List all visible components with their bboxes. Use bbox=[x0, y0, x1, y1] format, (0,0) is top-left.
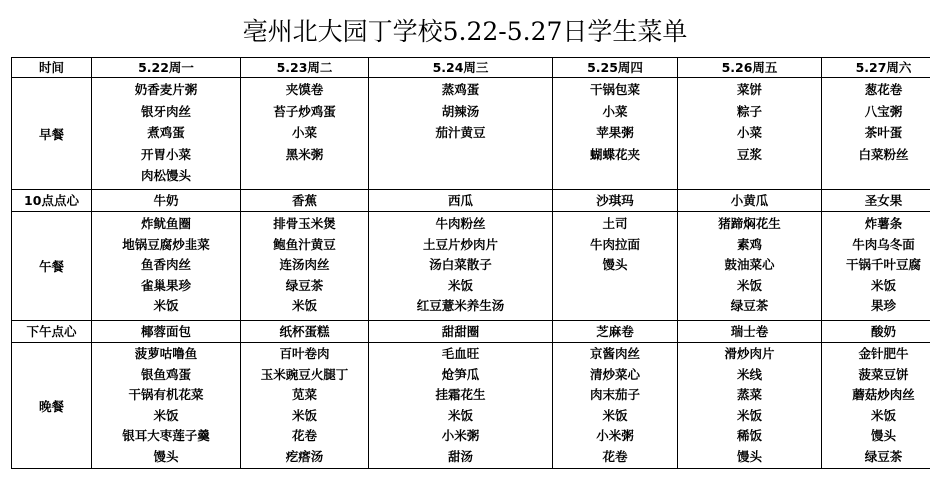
dish-item: 玉米豌豆火腿丁 bbox=[260, 366, 349, 382]
meal-cell bbox=[822, 343, 930, 469]
snack-cell: 西瓜 bbox=[369, 190, 553, 212]
dish-item: 菠菜豆饼 bbox=[858, 366, 909, 382]
dish-item: 米饭 bbox=[870, 407, 896, 423]
dish-item: 炸薯条 bbox=[864, 216, 903, 231]
lunch-row bbox=[12, 212, 930, 321]
meal-label: 早餐 bbox=[12, 78, 92, 190]
day-header: 5.24周三 bbox=[369, 58, 553, 78]
dish-item: 雀巢果珍 bbox=[140, 277, 191, 293]
dish-item: 银耳大枣莲子羹 bbox=[122, 428, 210, 444]
dish-item: 炸鱿鱼圈 bbox=[140, 216, 191, 231]
dish-item: 小米粥 bbox=[441, 428, 480, 444]
dish-item: 土豆片炒肉片 bbox=[422, 236, 498, 252]
meal-cell bbox=[92, 343, 241, 469]
dish-item: 地锅豆腐炒韭菜 bbox=[122, 236, 210, 252]
dish-item: 果珍 bbox=[870, 298, 896, 313]
meal-label: 下午点心 bbox=[12, 321, 92, 343]
snack-cell: 甜甜圈 bbox=[369, 321, 553, 343]
dish-item: 米饭 bbox=[736, 407, 762, 423]
dish-item: 银牙肉丝 bbox=[140, 103, 191, 119]
dish-item: 米饭 bbox=[153, 407, 179, 423]
dish-item: 炝笋瓜 bbox=[441, 366, 480, 382]
dish-item: 蘑菇炒肉丝 bbox=[852, 387, 915, 403]
meal-label: 午餐 bbox=[12, 212, 92, 321]
snack-cell: 芝麻卷 bbox=[553, 321, 678, 343]
breakfast-row bbox=[12, 78, 930, 190]
dish-item: 绿豆茶 bbox=[864, 448, 903, 464]
snack-cell: 椰蓉面包 bbox=[92, 321, 241, 343]
dish-item: 小菜 bbox=[291, 125, 317, 140]
dish-item: 绿豆茶 bbox=[730, 298, 769, 313]
dish-item: 绿豆茶 bbox=[285, 277, 324, 293]
page-title: 亳州北大园丁学校5.22-5.27日学生菜单 bbox=[242, 17, 688, 46]
dish-item: 胡辣汤 bbox=[441, 103, 480, 119]
dish-item: 银鱼鸡蛋 bbox=[140, 366, 191, 382]
dish-item: 排骨玉米煲 bbox=[273, 216, 336, 231]
meal-cell bbox=[241, 343, 369, 469]
day-header: 5.25周四 bbox=[553, 58, 678, 78]
dish-item: 京酱肉丝 bbox=[589, 346, 640, 361]
dish-item: 毛血旺 bbox=[441, 346, 480, 361]
meal-cell bbox=[369, 212, 553, 321]
dish-item: 菜饼 bbox=[736, 82, 762, 97]
time-header: 时间 bbox=[12, 58, 92, 78]
dish-item: 稀饭 bbox=[736, 428, 762, 444]
meal-label: 晚餐 bbox=[12, 343, 92, 469]
meal-cell bbox=[553, 212, 678, 321]
dish-item: 苋菜 bbox=[291, 387, 317, 403]
dish-item: 牛肉乌冬面 bbox=[852, 236, 915, 252]
dish-item: 小菜 bbox=[602, 103, 628, 119]
dish-item: 茶叶蛋 bbox=[864, 125, 903, 140]
dish-item: 干锅包菜 bbox=[589, 82, 640, 97]
day-header: 5.26周五 bbox=[678, 58, 822, 78]
dish-item: 滑炒肉片 bbox=[724, 346, 775, 361]
day-header: 5.23周二 bbox=[241, 58, 369, 78]
afternoon-snack-row bbox=[12, 321, 930, 343]
meal-cell bbox=[553, 78, 678, 190]
header-row bbox=[12, 58, 930, 78]
dish-item: 米饭 bbox=[870, 277, 896, 293]
snack-cell: 酸奶 bbox=[822, 321, 930, 343]
dish-item: 馒头 bbox=[736, 448, 762, 464]
dish-item: 米饭 bbox=[447, 407, 473, 423]
snack-cell: 沙琪玛 bbox=[553, 190, 678, 212]
dish-item: 花卷 bbox=[602, 448, 628, 464]
dish-item: 牛肉粉丝 bbox=[435, 216, 486, 231]
dish-item: 米饭 bbox=[291, 298, 317, 313]
snack-cell: 牛奶 bbox=[92, 190, 241, 212]
dish-item: 茄汁黄豆 bbox=[435, 125, 486, 140]
dish-item: 挂霜花生 bbox=[435, 387, 486, 403]
dish-item: 干锅千叶豆腐 bbox=[845, 257, 921, 272]
meal-cell bbox=[678, 343, 822, 469]
dish-item: 米饭 bbox=[291, 407, 317, 423]
dish-item: 猪蹄焖花生 bbox=[718, 216, 781, 231]
menu-table bbox=[11, 57, 930, 469]
snack-cell: 小黄瓜 bbox=[678, 190, 822, 212]
snack-cell: 香蕉 bbox=[241, 190, 369, 212]
dish-item: 连汤肉丝 bbox=[279, 257, 330, 272]
dish-item: 葱花卷 bbox=[864, 82, 903, 97]
dish-item: 蝴蝶花夹 bbox=[589, 146, 640, 162]
meal-cell bbox=[369, 78, 553, 190]
dish-item: 金针肥牛 bbox=[858, 346, 909, 361]
dish-item: 甜汤 bbox=[447, 448, 473, 464]
dish-item: 八宝粥 bbox=[864, 103, 903, 119]
dish-item: 土司 bbox=[602, 216, 628, 231]
dish-item: 牛肉拉面 bbox=[589, 236, 640, 252]
dish-item: 苹果粥 bbox=[596, 125, 634, 140]
dish-item: 小米粥 bbox=[596, 428, 634, 444]
dish-item: 清炒菜心 bbox=[589, 366, 640, 382]
dish-item: 煮鸡蛋 bbox=[147, 125, 185, 140]
dish-item: 米饭 bbox=[447, 277, 473, 293]
meal-cell bbox=[369, 343, 553, 469]
dish-item: 蒸鸡蛋 bbox=[441, 82, 480, 97]
day-header: 5.22周一 bbox=[92, 58, 241, 78]
meal-cell bbox=[241, 212, 369, 321]
meal-label: 10点点心 bbox=[12, 190, 92, 212]
dish-item: 蒸菜 bbox=[736, 387, 762, 403]
dish-item: 小菜 bbox=[736, 125, 762, 140]
snack-cell: 瑞士卷 bbox=[678, 321, 822, 343]
dish-item: 鼓油菜心 bbox=[724, 257, 775, 272]
meal-cell bbox=[241, 78, 369, 190]
meal-cell bbox=[822, 78, 930, 190]
dish-item: 奶香麦片粥 bbox=[134, 82, 198, 97]
dish-item: 苔子炒鸡蛋 bbox=[273, 103, 336, 119]
dish-item: 汤白菜散子 bbox=[429, 257, 492, 272]
dish-item: 素鸡 bbox=[736, 236, 762, 252]
meal-cell bbox=[678, 212, 822, 321]
dish-item: 白菜粉丝 bbox=[858, 146, 909, 162]
dish-item: 馒头 bbox=[153, 448, 179, 464]
dish-item: 红豆薏米养生汤 bbox=[416, 298, 505, 313]
dish-item: 馒头 bbox=[870, 428, 896, 444]
meal-cell bbox=[678, 78, 822, 190]
dish-item: 米饭 bbox=[153, 298, 179, 313]
dish-item: 肉末茄子 bbox=[589, 387, 640, 403]
dish-item: 百叶卷肉 bbox=[279, 346, 330, 361]
dish-item: 馒头 bbox=[602, 257, 628, 272]
dish-item: 豆浆 bbox=[736, 146, 762, 162]
dish-item: 米饭 bbox=[602, 407, 628, 423]
meal-cell bbox=[822, 212, 930, 321]
day-header: 5.27周六 bbox=[822, 58, 930, 78]
dish-item: 开胃小菜 bbox=[140, 146, 191, 162]
dish-item: 疙瘩汤 bbox=[285, 448, 324, 464]
dish-item: 干锅有机花菜 bbox=[128, 387, 204, 403]
meal-cell bbox=[553, 343, 678, 469]
meal-cell bbox=[92, 212, 241, 321]
dish-item: 肉松馒头 bbox=[140, 168, 191, 183]
dish-item: 鱼香肉丝 bbox=[140, 257, 191, 272]
dish-item: 菠萝咕噜鱼 bbox=[134, 346, 198, 361]
dish-item: 夹馍卷 bbox=[285, 82, 324, 97]
dish-item: 黑米粥 bbox=[285, 146, 324, 162]
dish-item: 米线 bbox=[736, 366, 762, 382]
dish-item: 米饭 bbox=[736, 277, 762, 293]
dish-item: 鲍鱼汁黄豆 bbox=[273, 236, 336, 252]
dinner-row bbox=[12, 343, 930, 469]
snack-cell: 圣女果 bbox=[822, 190, 930, 212]
dish-item: 粽子 bbox=[736, 103, 762, 119]
morning-snack-row bbox=[12, 190, 930, 212]
snack-cell: 纸杯蛋糕 bbox=[241, 321, 369, 343]
meal-cell bbox=[92, 78, 241, 190]
dish-item: 花卷 bbox=[291, 428, 317, 444]
